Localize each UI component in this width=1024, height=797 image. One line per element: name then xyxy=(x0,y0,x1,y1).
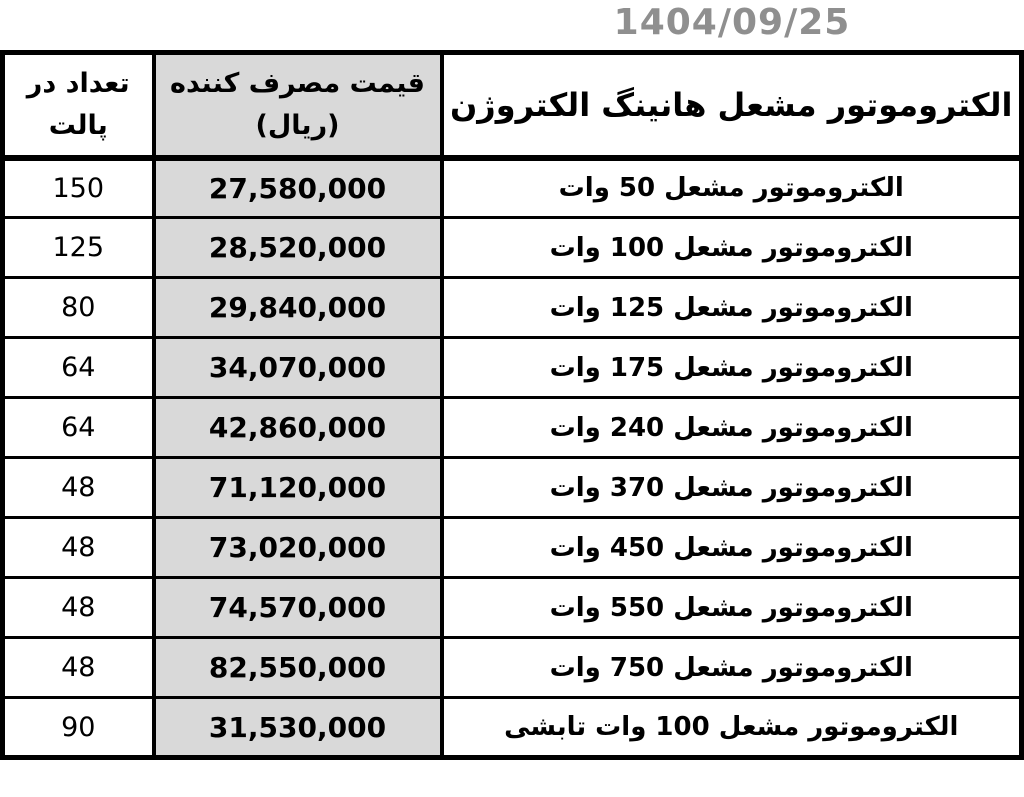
product-cell: الکتروموتور مشعل 50 وات xyxy=(442,158,1022,218)
table-row xyxy=(3,338,1022,398)
product-cell: الکتروموتور مشعل 175 وات xyxy=(442,338,1022,398)
table-row xyxy=(3,458,1022,518)
pallet-cell: 64 xyxy=(3,338,154,398)
product-cell: الکتروموتور مشعل 100 وات تابشی xyxy=(442,698,1022,758)
table-body xyxy=(3,158,1022,758)
price-cell: 34,070,000 xyxy=(154,338,442,398)
table-row xyxy=(3,518,1022,578)
pallet-cell: 150 xyxy=(3,158,154,218)
pallet-cell: 48 xyxy=(3,518,154,578)
product-cell: الکتروموتور مشعل 370 وات xyxy=(442,458,1022,518)
price-cell: 31,530,000 xyxy=(154,698,442,758)
product-cell: الکتروموتور مشعل 240 وات xyxy=(442,398,1022,458)
column-header-price xyxy=(154,53,442,158)
price-cell: 42,860,000 xyxy=(154,398,442,458)
pallet-cell: 80 xyxy=(3,278,154,338)
product-cell: الکتروموتور مشعل 100 وات xyxy=(442,218,1022,278)
price-cell: 28,520,000 xyxy=(154,218,442,278)
product-cell: الکتروموتور مشعل 550 وات xyxy=(442,578,1022,638)
pallet-cell: 90 xyxy=(3,698,154,758)
price-table xyxy=(0,50,1024,760)
price-cell: 29,840,000 xyxy=(154,278,442,338)
table-row xyxy=(3,158,1022,218)
table-header xyxy=(3,53,1022,158)
table-row xyxy=(3,278,1022,338)
table-row xyxy=(3,218,1022,278)
pallet-cell: 48 xyxy=(3,458,154,518)
price-cell: 74,570,000 xyxy=(154,578,442,638)
pallet-cell: 48 xyxy=(3,638,154,698)
price-cell: 82,550,000 xyxy=(154,638,442,698)
pallet-cell: 64 xyxy=(3,398,154,458)
price-cell: 27,580,000 xyxy=(154,158,442,218)
header-row xyxy=(3,53,1022,158)
product-cell: الکتروموتور مشعل 750 وات xyxy=(442,638,1022,698)
column-header-product xyxy=(442,53,1022,158)
column-header-price-line1: قیمت مصرف کننده xyxy=(170,67,425,99)
column-header-pallet-line2: پالت xyxy=(48,109,108,141)
pallet-cell: 125 xyxy=(3,218,154,278)
date-label: 1404/09/25 xyxy=(613,2,851,43)
table-row xyxy=(3,698,1022,758)
column-header-pallet xyxy=(3,53,154,158)
product-cell: الکتروموتور مشعل 125 وات xyxy=(442,278,1022,338)
table-row xyxy=(3,638,1022,698)
column-header-product-label: الکتروموتور مشعل هانینگ الکتروژن xyxy=(449,85,1013,124)
column-header-price-line2: (ریال) xyxy=(255,109,340,141)
table-row xyxy=(3,578,1022,638)
price-cell: 71,120,000 xyxy=(154,458,442,518)
product-cell: الکتروموتور مشعل 450 وات xyxy=(442,518,1022,578)
pallet-cell: 48 xyxy=(3,578,154,638)
column-header-pallet-line1: تعداد در xyxy=(26,67,130,99)
price-cell: 73,020,000 xyxy=(154,518,442,578)
date-bar xyxy=(0,0,1024,50)
table-row xyxy=(3,398,1022,458)
